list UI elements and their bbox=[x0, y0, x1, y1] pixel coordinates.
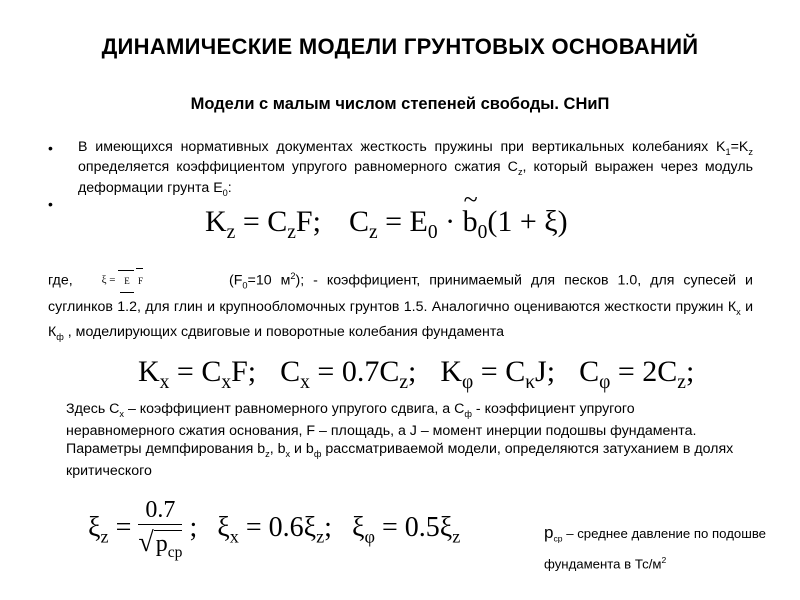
equation-kz-cz: $K_z = C_zF$; $C_z = E_0$ · ~ $b_0(1 + \xi)$ bbox=[205, 205, 568, 244]
page-title: ДИНАМИЧЕСКИЕ МОДЕЛИ ГРУНТОВЫХ ОСНОВАНИЙ bbox=[101, 34, 699, 59]
equation-kx-kphi: $K_x = C_xF$; $C_x = 0.7C_z$; $K_\varphi = C_\kappa J$; $C_\varphi = 2C_z$; bbox=[138, 355, 695, 393]
pressure-note: $p_{ср}$ – среднее давление по подошве фундамента в $Тс/м^2$ bbox=[544, 523, 767, 572]
bullet-marker: • bbox=[48, 196, 53, 212]
coefficient-paragraph: где, ξ = E F ($F_0=10$ $м^2$); - коэффициент, принимаемый для песков 1.0, для супесей и суглинков 1.2, для глин и крупнообломочных грунтов 1.5. Аналогично оцениваются жесткости пружин $К_x$ и $К_ф$ , моделирующих сдвиговые и поворотные колебания фундамента bbox=[48, 266, 753, 348]
page-subtitle: Модели с малым числом степеней свободы. СНиП bbox=[190, 95, 610, 113]
intro-paragraph: В имеющихся нормативных документах жесткость пружины при вертикальных колебаниях $K_1=K_z$ определяется коэффициентом упругого равномерного сжатия $C_z$, который выражен через модуль деформации грунта $E_0$: bbox=[78, 139, 753, 198]
bullet-marker: • bbox=[48, 140, 53, 156]
damping-paragraph: Здесь $C_x$ – коэффициент равномерного упругого сдвига, а $C_ф$ - коэффициент упругого неравномерного сжатия основания, F – площадь, а J – момент инерции подошвы фундамента. Параметры демпфирования $b_z$, $b_x$ и $b_ф$ рассматриваемой модели, определяются затуханием в долях критического bbox=[66, 401, 734, 480]
xi-formula: ξ = E F bbox=[102, 268, 143, 293]
equation-xi: $\xi_z$ = $\frac{0.7}{√p_{cp}}$ ; $\xi_x = 0.6\xi_z$; $\xi_\varphi = 0.5\xi_z$ bbox=[88, 497, 461, 561]
